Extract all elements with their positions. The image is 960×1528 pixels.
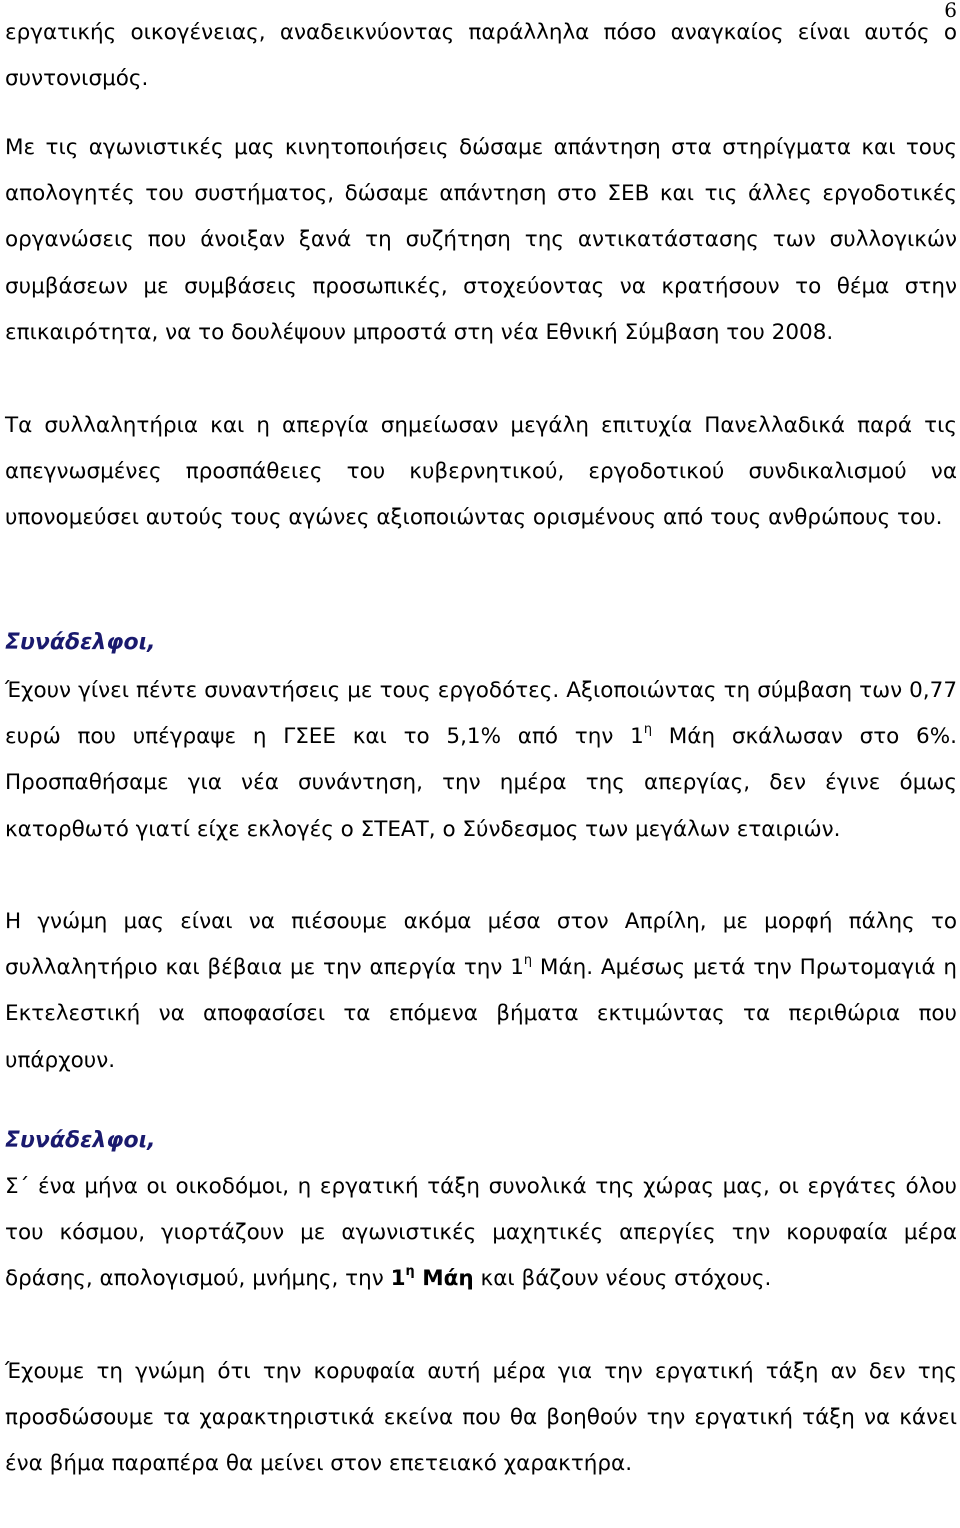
paragraph-coordination: εργατικής οικογένειας, αναδεικνύοντας παράλληλα πόσο αναγκαίος είναι αυτός ο συντονισμός. [5,20,957,92]
heading-colleagues-2: Συνάδελφοι, [5,1128,156,1153]
paragraph-working-class: Έχουμε τη γνώμη ότι την κορυφαία αυτή μέρα για την εργατική τάξη αν δεν της προσδώσουμε τα χαρακτηριστικά εκείνα που θα βοηθούν την εργατική τάξη να κάνει ένα βήμα παραπέρα θα μείνει στον επετειακό χαρακτήρα. [5,1359,957,1477]
page-number: 6 [944,0,957,22]
paragraph-may-day-text-b: και βάζουν νέους στόχους. [473,1266,772,1292]
paragraph-mobilizations: Με τις αγωνιστικές μας κινητοποιήσεις δώσαμε απάντηση στα στηρίγματα και τους απολογητές του συστήματος, δώσαμε απάντηση στο ΣΕΒ και τις άλλες εργοδοτικές οργανώσεις που άνοιξαν ξανά τη συζήτηση της αντικατάστασης των συλλογικών συμβάσεων με συμβάσεις προσωπικές, στοχεύοντας να κρατήσουν το θέμα στην επικαιρότητα, να το δουλέψουν μπροστά στη νέα Εθνική Σύμβαση του 2008. [5,135,957,345]
paragraph-opinion [5,899,957,1084]
paragraph-opinion-text-a: Η γνώμη μας είναι να πιέσουμε ακόμα μέσα στον Απρίλη, με μορφή πάλης το συλλαλητήριο και βέβαια με την απεργία την 1 [5,909,957,981]
bold-month: Μάη [414,1266,474,1292]
paragraph-may-day [5,1164,957,1303]
heading-colleagues-1: Συνάδελφοι, [5,630,156,655]
paragraph-opinion-text-b: Μάη. Αμέσως μετά την Πρωτομαγιά η Εκτελεστική να αποφασίσει τα επόμενα βήματα εκτιμώντας τα περιθώρια που υπάρχουν. [5,955,957,1073]
paragraph-may-day-text-a: Σ΄ ένα μήνα οι οικοδόμοι, η εργατική τάξη συνολικά της χώρας μας, οι εργάτες όλου του κόσμου, γιορτάζουν με αγωνιστικές μαχητικές απεργίες την κορυφαία μέρα δράσης, απολογισμού, μνήμης, την [5,1174,957,1292]
bold-number: 1 [390,1266,406,1292]
paragraph-meetings [5,668,957,853]
paragraph-meetings-text-a: Έχουν γίνει πέντε συναντήσεις με τους εργοδότες. Αξιοποιώντας τη σύμβαση των 0,77 ευρώ που υπέγραψε η ΓΣΕΕ και το 5,1% από την 1 [5,678,957,750]
superscript-eta: η [405,1264,415,1280]
bold-may-first [391,1266,474,1291]
superscript-eta: η [643,722,652,738]
paragraph-rallies-strike: Τα συλλαλητήρια και η απεργία σημείωσαν μεγάλη επιτυχία Πανελλαδικά παρά τις απεγνωσμένες προσπάθειες του κυβερνητικού, εργοδοτικού συνδικαλισμού να υπονομεύσει αυτούς τους αγώνες αξιοποιώντας ορισμένους από τους ανθρώπους του. [5,413,957,531]
superscript-eta: η [523,953,533,969]
paragraph-meetings-text-b: Μάη σκάλωσαν στο 6%. Προσπαθήσαμε για νέα συνάντηση, την ημέρα της απεργίας, δεν έγινε όμως κατορθωτό γιατί είχε εκλογές ο ΣΤΕΑΤ, ο Σύνδεσμος των μεγάλων εταιριών. [5,724,957,842]
